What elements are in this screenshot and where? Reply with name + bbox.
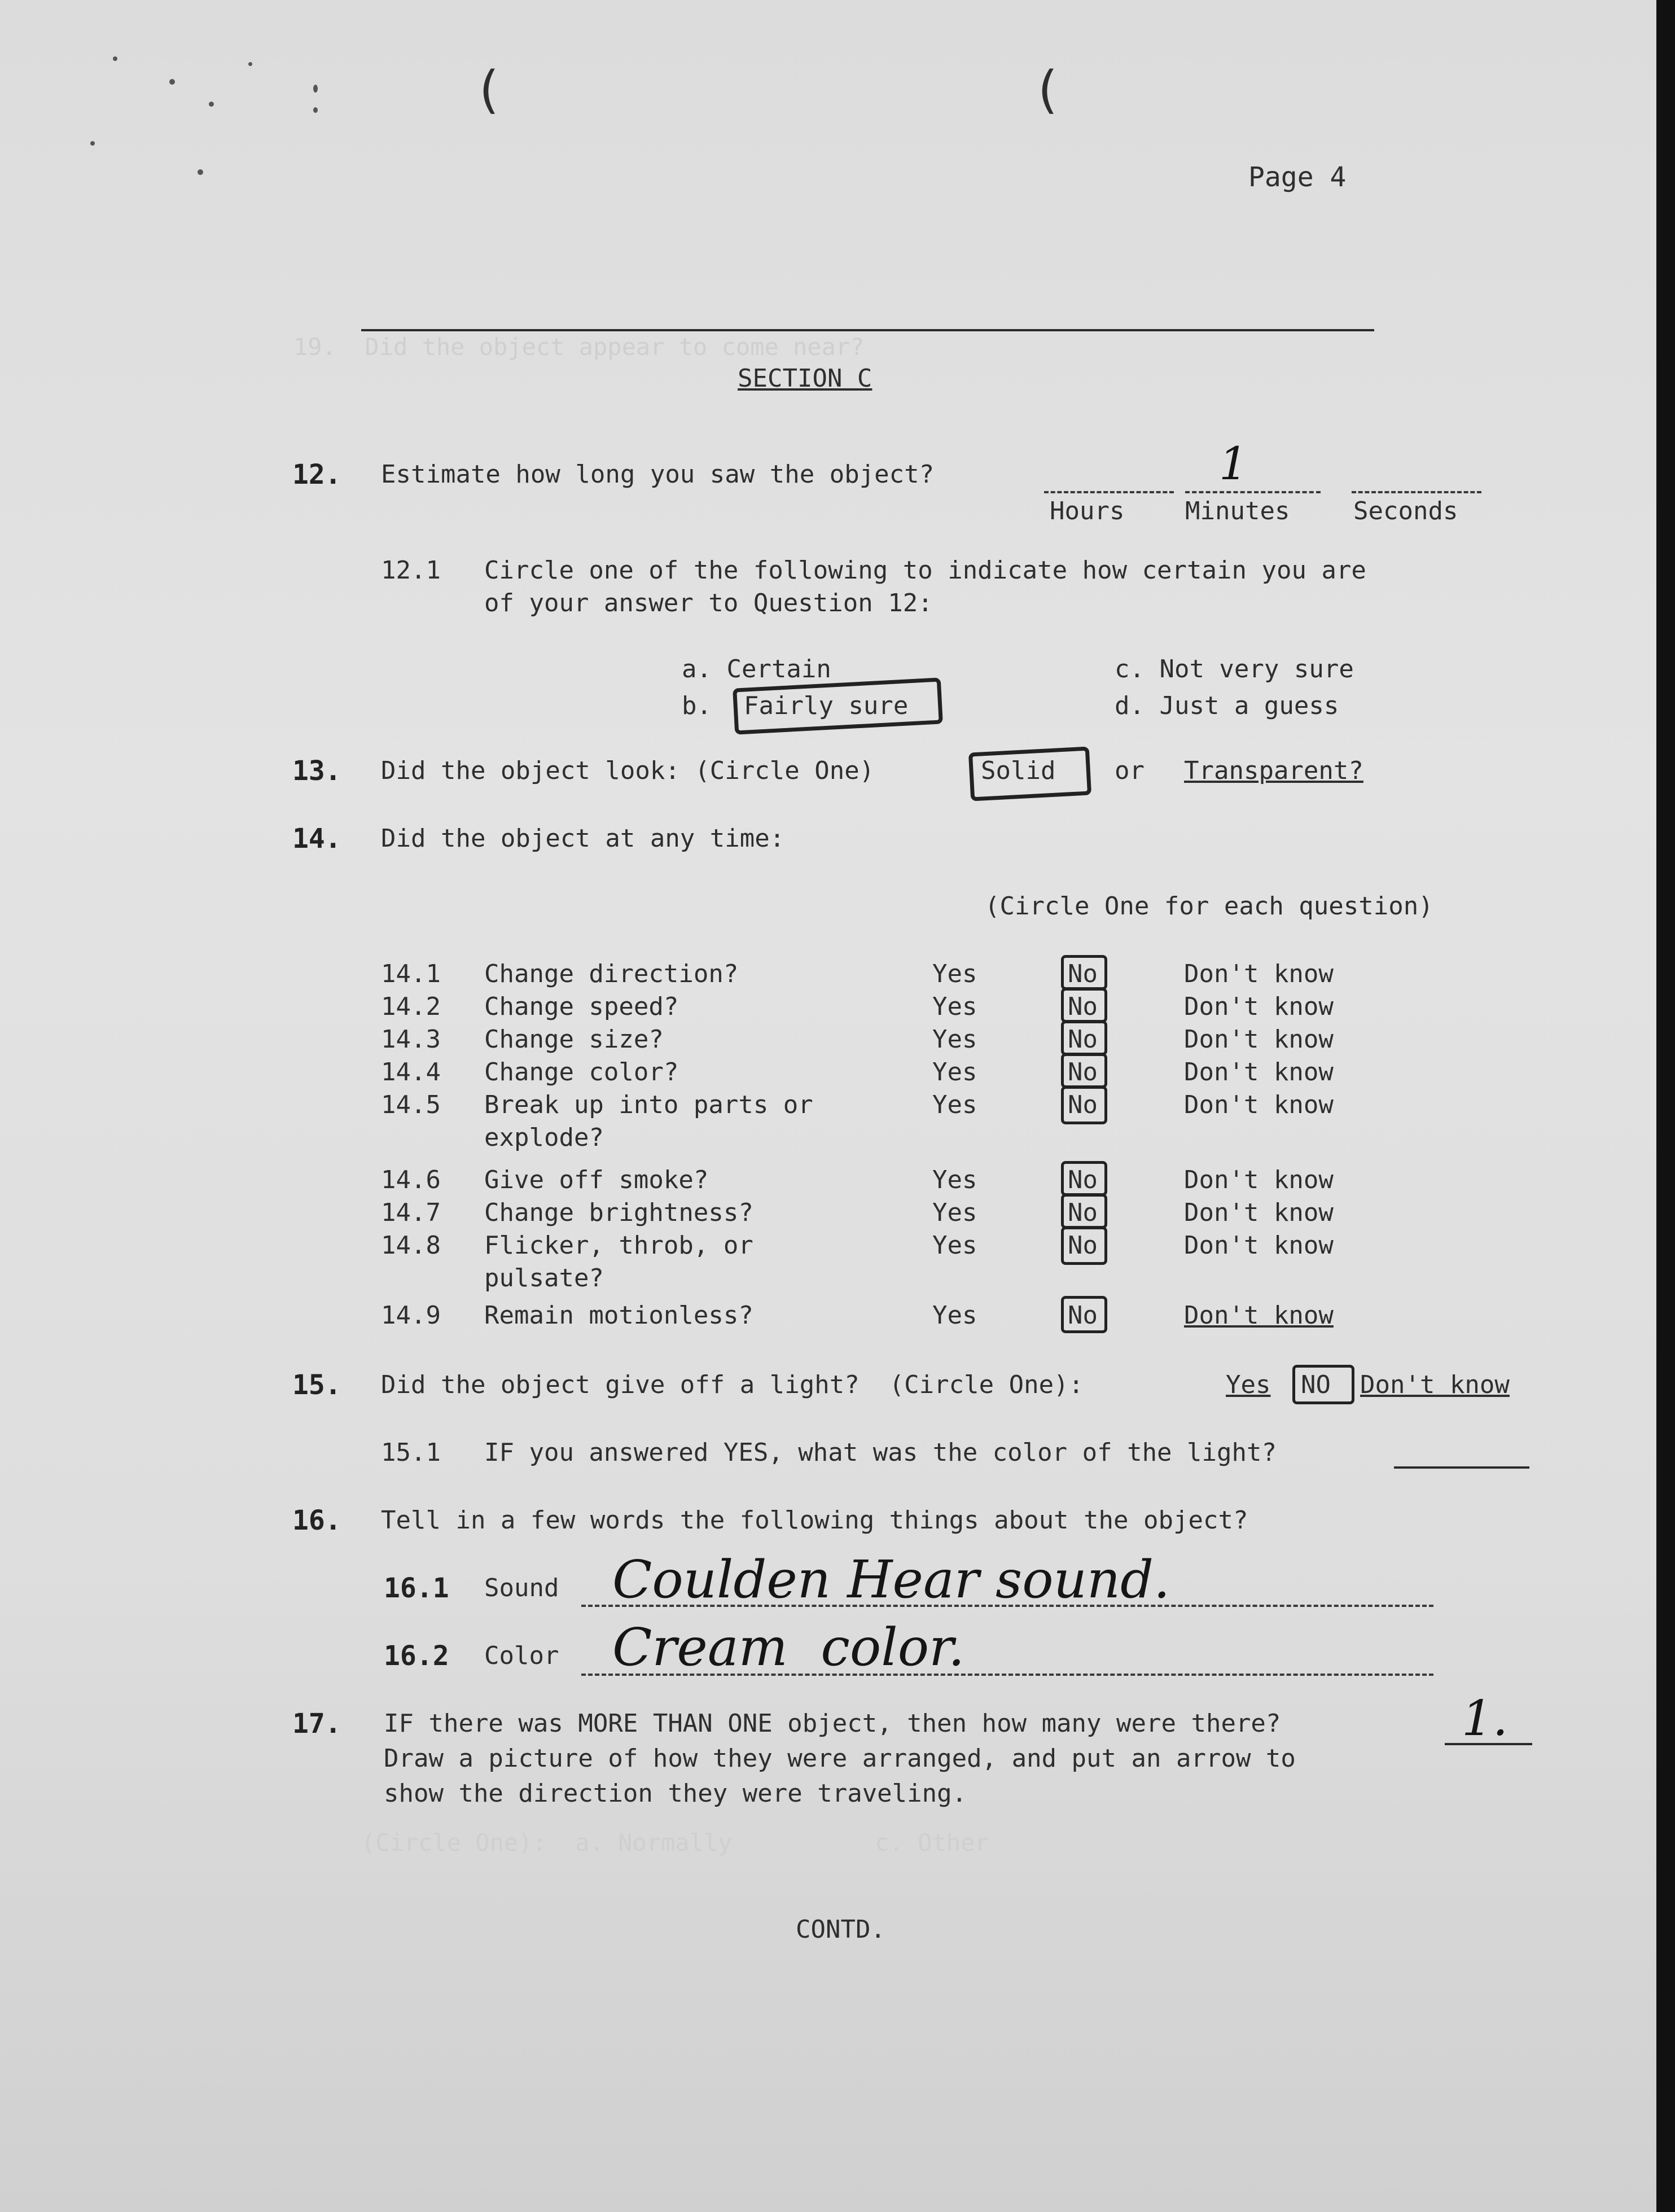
q14-1-dont-know: Don't know (1184, 960, 1334, 988)
q12-1-option-a: a. Certain (682, 655, 831, 684)
q14-9-yes: Yes (932, 1301, 977, 1330)
q14-2-yes: Yes (932, 992, 977, 1021)
q16-2-label: Color (484, 1641, 559, 1670)
q16-2-answer-line (581, 1674, 1433, 1676)
q16-2-answer: Cream color. (612, 1617, 965, 1677)
q15-1-text: IF you answered YES, what was the color of the light? (484, 1438, 1277, 1467)
bleed-through-text: 19. Did the object appear to come near? (293, 333, 865, 361)
q14-8-no-mark (1061, 1227, 1107, 1265)
q14-1-no-mark (1061, 955, 1107, 990)
q14-3-dont-know: Don't know (1184, 1025, 1334, 1054)
q14-4-text: Change color? (484, 1058, 679, 1087)
q14-text: Did the object at any time: (381, 824, 785, 853)
q14-2-no-mark (1061, 988, 1107, 1023)
q14-8-dont-know: Don't know (1184, 1231, 1334, 1260)
q12-1-option-b-letter: b. (682, 691, 712, 720)
q13-text: Did the object look: (Circle One) (381, 756, 875, 785)
q14-8-number: 14.8 (381, 1231, 441, 1260)
q14-6-text: Give off smoke? (484, 1166, 709, 1194)
q12-1-option-d: d. Just a guess (1115, 691, 1339, 720)
q14-8-text: Flicker, throb, or (484, 1231, 753, 1260)
q15-dont-know: Don't know (1360, 1370, 1510, 1399)
q14-5-dont-know: Don't know (1184, 1090, 1334, 1119)
q14-2-text: Change speed? (484, 992, 679, 1021)
q14-7-text: Change brightness? (484, 1198, 753, 1227)
q17-text-line3: show the direction they were traveling. (384, 1779, 967, 1808)
q14-9-no-mark (1061, 1296, 1107, 1333)
q14-1-no: No (1068, 960, 1098, 988)
q15-no: NO (1301, 1370, 1331, 1399)
q14-7-dont-know: Don't know (1184, 1198, 1334, 1227)
q12-number: 12. (292, 459, 341, 490)
minutes-answer: 1 (1219, 437, 1248, 490)
q12-text: Estimate how long you saw the object? (381, 460, 935, 489)
header-rule (361, 329, 1374, 331)
q14-5-no: No (1068, 1090, 1098, 1119)
q14-2-number: 14.2 (381, 992, 441, 1021)
q16-2-number: 16.2 (384, 1640, 449, 1672)
q14-6-dont-know: Don't know (1184, 1166, 1334, 1194)
q14-3-text: Change size? (484, 1025, 664, 1054)
q16-1-answer-line (581, 1605, 1433, 1607)
q17-answer: 1. (1462, 1690, 1509, 1747)
col-hours: Hours (1050, 497, 1125, 525)
q12-1-option-b: Fairly sure (744, 691, 909, 720)
q14-5-yes: Yes (932, 1090, 977, 1119)
q14-9-number: 14.9 (381, 1301, 441, 1330)
q14-5-text-cont: explode? (484, 1123, 604, 1152)
q14-3-number: 14.3 (381, 1025, 441, 1054)
q17-number: 17. (292, 1708, 341, 1740)
q14-5-text: Break up into parts or (484, 1090, 813, 1119)
q14-6-no-mark (1061, 1161, 1107, 1196)
q15-text: Did the object give off a light? (Circle One): (381, 1370, 1084, 1399)
paren-right: ( (1032, 60, 1063, 120)
q14-4-dont-know: Don't know (1184, 1058, 1334, 1087)
q16-number: 16. (292, 1505, 341, 1536)
q15-1-answer-line (1394, 1466, 1529, 1469)
q17-answer-line (1445, 1743, 1532, 1745)
footer-contd: CONTD. (796, 1915, 885, 1944)
scan-border (1656, 0, 1675, 2212)
q16-1-answer: Coulden Hear sound. (612, 1549, 1170, 1610)
q14-2-dont-know: Don't know (1184, 992, 1334, 1021)
answer-mark-solid (968, 746, 1091, 801)
seconds-blank (1352, 491, 1481, 493)
q14-9-no: No (1068, 1301, 1098, 1330)
q14-9-text: Remain motionless? (484, 1301, 753, 1330)
q14-1-yes: Yes (932, 960, 977, 988)
q14-5-number: 14.5 (381, 1090, 441, 1119)
section-title: SECTION C (738, 364, 872, 393)
q12-1-text-line2: of your answer to Question 12: (484, 589, 933, 617)
q14-9-dont-know: Don't know (1184, 1301, 1334, 1330)
page-label: Page 4 (1248, 161, 1347, 193)
paren-left: ( (473, 60, 504, 120)
q13-option-transparent: Transparent? (1184, 756, 1363, 785)
q14-4-number: 14.4 (381, 1058, 441, 1087)
film-speck (313, 107, 318, 113)
q14-8-yes: Yes (932, 1231, 977, 1260)
q12-1-text-line1: Circle one of the following to indicate how certain you are (484, 556, 1366, 585)
answer-mark-fairly-sure (733, 677, 943, 734)
q14-6-number: 14.6 (381, 1166, 441, 1194)
q15-no-mark (1292, 1365, 1354, 1404)
q14-3-no: No (1068, 1025, 1098, 1054)
q14-4-yes: Yes (932, 1058, 977, 1087)
q13-number: 13. (292, 755, 341, 787)
q14-3-no-mark (1061, 1020, 1107, 1055)
q13-or: or (1115, 756, 1145, 785)
q12-1-option-c: c. Not very sure (1115, 655, 1354, 684)
hours-blank (1044, 491, 1174, 493)
q14-8-no: No (1068, 1231, 1098, 1260)
q14-6-yes: Yes (932, 1166, 977, 1194)
film-speck (169, 79, 175, 85)
col-seconds: Seconds (1353, 497, 1458, 525)
q16-1-number: 16.1 (384, 1573, 449, 1604)
q17-text-line2: Draw a picture of how they were arranged, and put an arrow to (384, 1744, 1296, 1773)
q14-6-no: No (1068, 1166, 1098, 1194)
q12-1-number: 12.1 (381, 556, 441, 585)
film-speck (198, 169, 203, 175)
q14-2-no: No (1068, 992, 1098, 1021)
film-speck (113, 56, 117, 61)
bleed-through-text: (Circle One): a. Normally c. Other (361, 1829, 989, 1856)
q16-1-label: Sound (484, 1574, 559, 1602)
q15-number: 15. (292, 1369, 341, 1401)
q14-4-no: No (1068, 1058, 1098, 1087)
film-speck (313, 85, 318, 93)
film-speck (90, 141, 95, 146)
q14-instruction: (Circle One for each question) (985, 892, 1433, 921)
minutes-blank (1185, 491, 1321, 493)
col-minutes: Minutes (1185, 497, 1290, 525)
q14-7-yes: Yes (932, 1198, 977, 1227)
q14-7-no-mark (1061, 1194, 1107, 1229)
q14-5-no-mark (1061, 1086, 1107, 1124)
q15-yes: Yes (1226, 1370, 1271, 1399)
q14-number: 14. (292, 823, 341, 855)
q14-8-text-cont: pulsate? (484, 1264, 604, 1293)
q16-text: Tell in a few words the following things about the object? (381, 1506, 1248, 1535)
q14-1-number: 14.1 (381, 960, 441, 988)
q14-7-number: 14.7 (381, 1198, 441, 1227)
q14-7-no: No (1068, 1198, 1098, 1227)
q14-3-yes: Yes (932, 1025, 977, 1054)
q13-option-solid: Solid (981, 756, 1056, 785)
q14-4-no-mark (1061, 1053, 1107, 1088)
film-speck (248, 62, 252, 66)
q15-1-number: 15.1 (381, 1438, 441, 1467)
q17-text-line1: IF there was MORE THAN ONE object, then how many were there? (384, 1709, 1281, 1738)
film-speck (209, 102, 214, 107)
q14-1-text: Change direction? (484, 960, 739, 988)
